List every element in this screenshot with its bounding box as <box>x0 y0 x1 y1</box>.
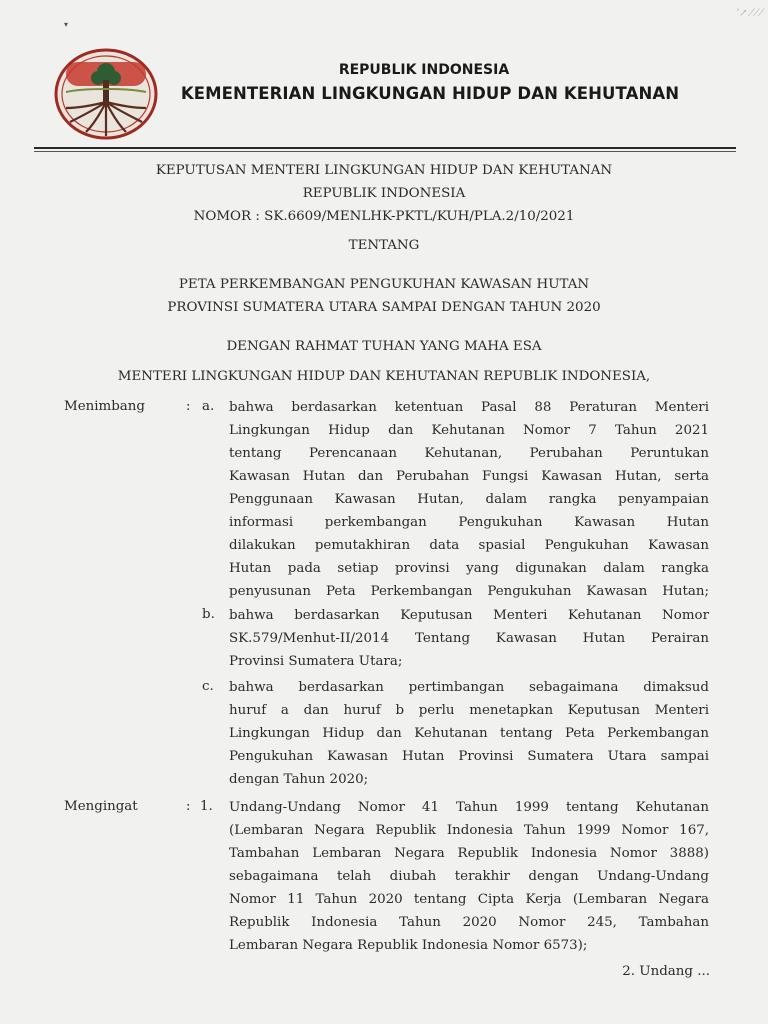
text-line: bahwa berdasarkan pertimbangan sebagaimana dimaksud <box>229 680 709 695</box>
header-divider <box>34 147 736 149</box>
text-line: Lembaran Negara Republik Indonesia Nomor 6573); <box>229 938 588 953</box>
decree-subject-line2: PROVINSI SUMATERA UTARA SAMPAI DENGAN TAHUN 2020 <box>167 300 601 315</box>
text-line: (Lembaran Negara Republik Indonesia Tahun 1999 Nomor 167, <box>229 823 709 838</box>
text-line: SK.579/Menhut-II/2014 Tentang Kawasan Hutan Perairan <box>229 631 709 646</box>
text-line: huruf a dan huruf b perlu menetapkan Keputusan Menteri <box>229 703 709 718</box>
consideration-b <box>229 604 709 673</box>
text-line: Lingkungan Hidup dan Kehutanan tentang Peta Perkembangan <box>229 726 709 741</box>
mengingat-colon: : <box>186 799 191 814</box>
text-line: Hutan pada setiap provinsi yang digunakan dalam rangka <box>229 561 709 576</box>
menimbang-label: Menimbang <box>64 399 145 414</box>
text-line: Provinsi Sumatera Utara; <box>229 654 403 669</box>
handwritten-mark: ʼ↗ ⁄ ⁄ ⁄ <box>735 8 762 19</box>
text-line: informasi perkembangan Pengukuhan Kawasan Hutan <box>229 515 709 530</box>
item-marker: c. <box>202 679 214 694</box>
text-line: Undang-Undang Nomor 41 Tahun 1999 tentang Kehutanan <box>229 800 709 815</box>
page-continuation: 2. Undang ... <box>622 964 710 979</box>
issuer-line: MENTERI LINGKUNGAN HIDUP DAN KEHUTANAN REPUBLIK INDONESIA, <box>117 369 651 384</box>
text-line: tentang Perencanaan Kehutanan, Perubahan Peruntukan <box>229 446 709 461</box>
tentang-heading: TENTANG <box>348 238 420 253</box>
item-marker: 1. <box>200 799 213 814</box>
consideration-a <box>229 396 709 603</box>
decree-title-line2: REPUBLIK INDONESIA <box>302 186 466 201</box>
text-line: Lingkungan Hidup dan Kehutanan Nomor 7 Tahun 2021 <box>229 423 709 438</box>
country-heading: REPUBLIK INDONESIA <box>338 62 510 78</box>
text-line: penyusunan Peta Perkembangan Pengukuhan Kawasan Hutan; <box>229 584 709 599</box>
text-line: bahwa berdasarkan ketentuan Pasal 88 Peraturan Menteri <box>229 400 709 415</box>
text-line: Nomor 11 Tahun 2020 tentang Cipta Kerja (Lembaran Negara <box>229 892 709 907</box>
text-line: Kawasan Hutan dan Perubahan Fungsi Kawasan Hutan, serta <box>229 469 709 484</box>
invocation: DENGAN RAHMAT TUHAN YANG MAHA ESA <box>226 339 542 354</box>
decree-title-line1: KEPUTUSAN MENTERI LINGKUNGAN HIDUP DAN KEHUTANAN <box>155 163 613 178</box>
ministry-logo-icon <box>54 48 158 140</box>
mengingat-label: Mengingat <box>64 799 138 814</box>
text-line: sebagaimana telah diubah terakhir dengan Undang-Undang <box>229 869 709 884</box>
scan-speck: ▾ <box>64 20 69 29</box>
legal-basis-1 <box>229 796 709 957</box>
text-line: Tambahan Lembaran Negara Republik Indonesia Nomor 3888) <box>229 846 709 861</box>
text-line: Republik Indonesia Tahun 2020 Nomor 245, Tambahan <box>229 915 709 930</box>
text-line: Pengukuhan Kawasan Hutan Provinsi Sumatera Utara sampai <box>229 749 709 764</box>
text-line: bahwa berdasarkan Keputusan Menteri Kehutanan Nomor <box>229 608 709 623</box>
text-line: Penggunaan Kawasan Hutan, dalam rangka penyampaian <box>229 492 709 507</box>
item-marker: b. <box>202 607 215 622</box>
consideration-c <box>229 676 709 791</box>
decree-number: NOMOR : SK.6609/MENLHK-PKTL/KUH/PLA.2/10/2021 <box>193 209 575 224</box>
item-marker: a. <box>202 399 215 414</box>
text-line: dilakukan pemutakhiran data spasial Pengukuhan Kawasan <box>229 538 709 553</box>
header-divider-thin <box>34 151 736 152</box>
decree-subject-line1: PETA PERKEMBANGAN PENGUKUHAN KAWASAN HUTAN <box>178 277 590 292</box>
text-line: dengan Tahun 2020; <box>229 772 369 787</box>
ministry-heading: KEMENTERIAN LINGKUNGAN HIDUP DAN KEHUTANAN <box>180 84 680 103</box>
menimbang-colon: : <box>186 399 191 414</box>
